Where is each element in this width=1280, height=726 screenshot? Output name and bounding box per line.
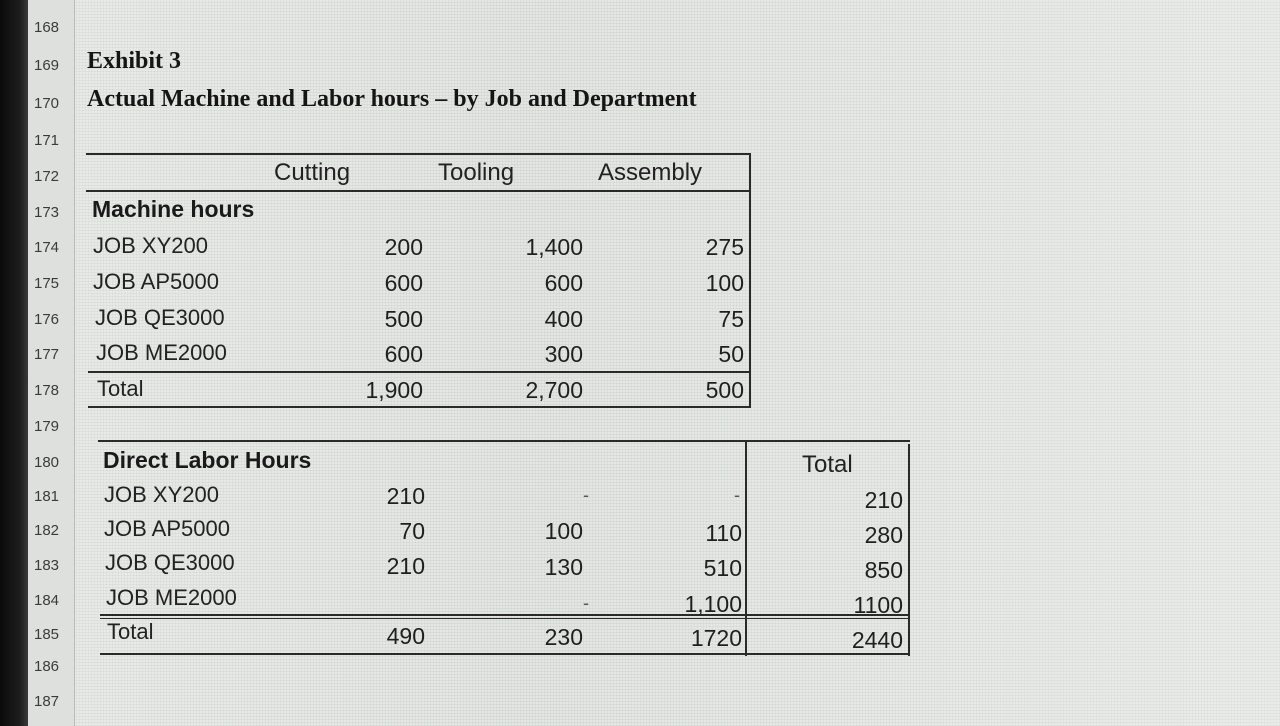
machine-total-assembly[interactable]: 500 xyxy=(705,377,744,403)
machine-row-assembly[interactable]: 75 xyxy=(718,306,744,332)
labor-row-cutting[interactable]: 70 xyxy=(399,518,425,544)
labor-hours-heading[interactable]: Direct Labor Hours xyxy=(103,447,312,473)
labor-row-job[interactable]: JOB XY200 xyxy=(104,482,219,507)
header-cutting[interactable]: Cutting xyxy=(274,159,351,186)
row-number[interactable]: 186 xyxy=(34,658,60,675)
row-number[interactable]: 178 xyxy=(34,382,60,399)
exhibit-subtitle[interactable]: Actual Machine and Labor hours – by Job and Department xyxy=(87,86,697,112)
exhibit-title[interactable]: Exhibit 3 xyxy=(87,48,182,74)
labor-row-cutting[interactable]: 210 xyxy=(386,483,425,509)
row-number[interactable]: 180 xyxy=(34,454,60,471)
header-tooling[interactable]: Tooling xyxy=(438,159,515,186)
machine-row-assembly[interactable]: 275 xyxy=(705,234,744,260)
machine-hours-heading[interactable]: Machine hours xyxy=(92,196,255,222)
machine-row-tooling[interactable]: 1,400 xyxy=(525,234,583,260)
machine-row-tooling[interactable]: 300 xyxy=(544,341,583,367)
labor-row-total[interactable]: 210 xyxy=(864,487,903,513)
machine-table-top-border xyxy=(86,153,751,155)
machine-row-job[interactable]: JOB XY200 xyxy=(93,233,208,258)
row-number[interactable]: 182 xyxy=(34,522,60,539)
machine-total-label[interactable]: Total xyxy=(97,376,144,401)
machine-row-assembly[interactable]: 50 xyxy=(718,341,744,367)
labor-assembly-right-border xyxy=(745,440,747,656)
labor-total-tooling[interactable]: 230 xyxy=(544,624,583,650)
machine-total-top-border xyxy=(88,371,751,373)
labor-total-cutting[interactable]: 490 xyxy=(386,623,425,649)
machine-row-job[interactable]: JOB ME2000 xyxy=(96,340,227,365)
monitor-bezel xyxy=(0,0,28,726)
labor-row-tooling[interactable]: - xyxy=(583,485,589,505)
row-number[interactable]: 171 xyxy=(34,132,60,149)
labor-row-assembly[interactable]: 1,100 xyxy=(684,591,742,617)
labor-row-total[interactable]: 850 xyxy=(864,557,903,583)
labor-row-job[interactable]: JOB ME2000 xyxy=(106,585,237,610)
row-number[interactable]: 183 xyxy=(34,557,60,574)
header-total[interactable]: Total xyxy=(802,451,853,478)
machine-table-right-border xyxy=(749,153,751,407)
labor-row-cutting[interactable]: 210 xyxy=(386,553,425,579)
machine-row-assembly[interactable]: 100 xyxy=(705,270,744,296)
machine-row-cutting[interactable]: 600 xyxy=(384,270,423,296)
labor-table-right-border xyxy=(908,444,910,656)
row-number[interactable]: 187 xyxy=(34,693,60,710)
labor-total-label[interactable]: Total xyxy=(107,619,154,644)
row-number[interactable]: 177 xyxy=(34,346,60,363)
labor-total-total[interactable]: 2440 xyxy=(851,627,903,653)
labor-row-tooling[interactable]: 100 xyxy=(544,518,583,544)
labor-table-top-border xyxy=(98,440,910,442)
machine-row-cutting[interactable]: 600 xyxy=(384,341,423,367)
row-number[interactable]: 173 xyxy=(34,204,60,221)
row-number[interactable]: 184 xyxy=(34,592,60,609)
labor-row-total[interactable]: 280 xyxy=(864,522,903,548)
row-number[interactable]: 170 xyxy=(34,95,60,112)
row-number[interactable]: 179 xyxy=(34,418,60,435)
labor-row-job[interactable]: JOB AP5000 xyxy=(104,516,230,541)
row-number[interactable]: 168 xyxy=(34,19,60,36)
labor-row-assembly[interactable]: - xyxy=(734,485,740,505)
machine-total-cutting[interactable]: 1,900 xyxy=(365,377,423,403)
labor-total-assembly[interactable]: 1720 xyxy=(690,625,742,651)
row-number[interactable]: 176 xyxy=(34,311,60,328)
header-assembly[interactable]: Assembly xyxy=(598,159,703,186)
labor-row-tooling[interactable]: - xyxy=(583,593,589,613)
labor-row-assembly[interactable]: 510 xyxy=(703,555,742,581)
machine-total-bottom-border xyxy=(88,406,751,408)
row-number[interactable]: 174 xyxy=(34,239,60,256)
row-number[interactable]: 181 xyxy=(34,488,60,505)
machine-row-tooling[interactable]: 600 xyxy=(544,270,583,296)
row-number[interactable]: 169 xyxy=(34,57,60,74)
machine-row-cutting[interactable]: 200 xyxy=(384,234,423,260)
machine-total-tooling[interactable]: 2,700 xyxy=(525,377,583,403)
labor-row-assembly[interactable]: 110 xyxy=(705,520,742,546)
labor-row-total[interactable]: 1100 xyxy=(853,592,903,618)
machine-row-job[interactable]: JOB QE3000 xyxy=(95,305,225,330)
machine-row-tooling[interactable]: 400 xyxy=(544,306,583,332)
row-number[interactable]: 175 xyxy=(34,275,60,292)
machine-row-job[interactable]: JOB AP5000 xyxy=(93,269,219,294)
row-number[interactable]: 185 xyxy=(34,626,60,643)
machine-row-cutting[interactable]: 500 xyxy=(384,306,423,332)
row-number[interactable]: 172 xyxy=(34,168,60,185)
machine-header-bottom-border xyxy=(86,190,751,192)
labor-row-tooling[interactable]: 130 xyxy=(544,554,583,580)
labor-row-job[interactable]: JOB QE3000 xyxy=(105,550,235,575)
